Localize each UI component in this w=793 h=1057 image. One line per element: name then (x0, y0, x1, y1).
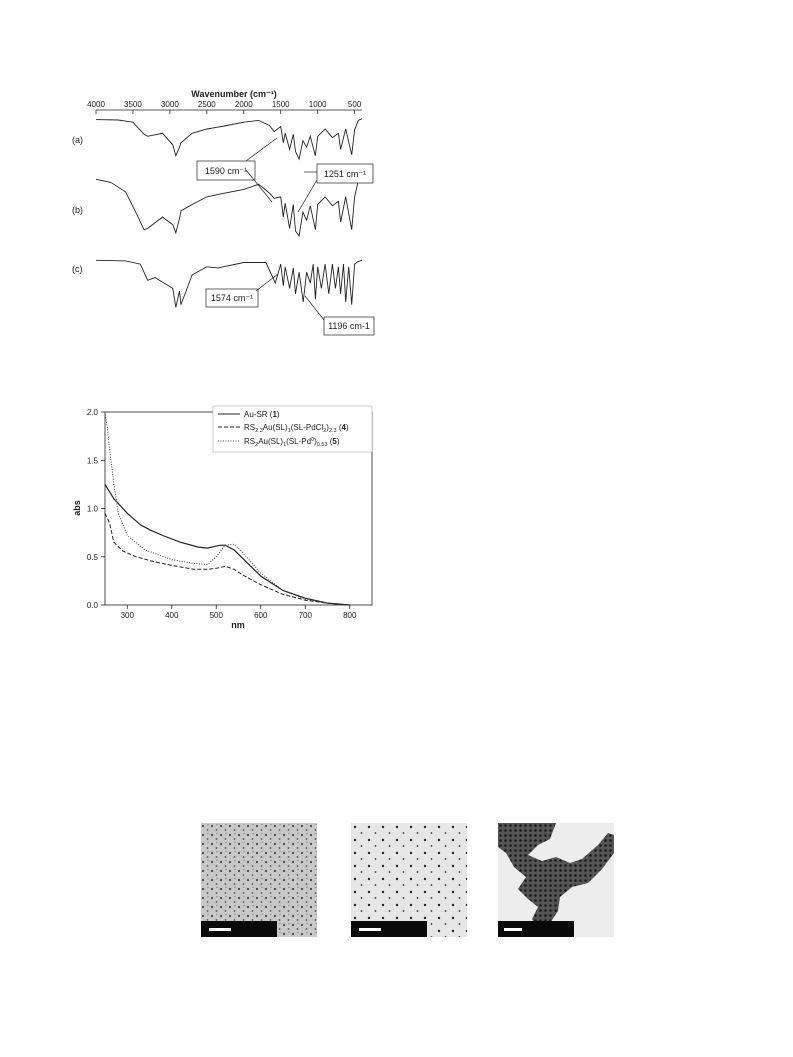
uv-ylabel: abs (72, 500, 82, 516)
ir-annotation-1196-text: 1196 cm-1 (328, 321, 370, 331)
ir-x-tick-label: 4000 (87, 100, 105, 109)
uv-legend (213, 406, 372, 452)
tem-image-2-scalebar-line (359, 928, 381, 931)
ir-x-tick-label: 3500 (124, 100, 142, 109)
ir-xlabel: Wavenumber (cm⁻¹) (191, 89, 277, 99)
uv-x-tick-label: 800 (343, 611, 357, 620)
uv-chart (0, 390, 793, 650)
ir-annotation-1251-arrow-b (298, 180, 317, 212)
ir-chart (0, 0, 793, 360)
tem-image-1-scalebar-line (209, 928, 231, 931)
tem-image-1-scalebar (201, 921, 277, 937)
uv-y-tick-label: 2.0 (86, 408, 98, 417)
ir-x-tick-label: 2500 (197, 100, 216, 109)
tem-image-3 (498, 823, 614, 937)
uv-y-tick-label: 1.0 (86, 504, 98, 514)
uv-legend-label-1: Au-SR (1) (244, 410, 280, 419)
uv-legend-label-2: $RS_{2.3}Au(SL)_1(SL-PdCl_2)_{2.3}$ (4) (244, 423, 349, 434)
ir-annotation-1574 (206, 274, 278, 307)
ir-annotation-1590-arrow-b (246, 170, 272, 202)
tem-image-3-texture (498, 823, 614, 937)
uv-xlabel: nm (231, 620, 245, 630)
ir-panel-b: (b) (72, 205, 83, 215)
ir-panel-a: (a) (72, 135, 83, 145)
ir-annotation-1196 (305, 296, 374, 335)
uv-series-pdcl2 (105, 513, 350, 605)
uv-x-tick-label: 500 (209, 611, 223, 620)
uv-x-tick-label: 600 (254, 611, 268, 620)
uv-x-tick-label: 300 (120, 611, 134, 620)
ir-x-tick-label: 500 (347, 100, 362, 109)
uv-y-tick-label: 1.5 (86, 456, 98, 466)
ir-x-tick-label: 1000 (308, 100, 327, 109)
ir-x-tick-label: 2000 (234, 100, 253, 109)
ir-x-tick-label: 3000 (160, 100, 179, 109)
ir-annotation-1590-arrow-a (246, 138, 277, 161)
ir-annotation-1574-text: 1574 cm⁻¹ (210, 293, 254, 303)
uv-x-tick-label: 700 (298, 611, 312, 620)
tem-image-2 (351, 823, 467, 937)
ir-annotation-1196-arrow (305, 296, 324, 320)
uv-y-tick-label: 0.5 (86, 552, 98, 562)
uv-x-tick-label: 400 (165, 611, 179, 620)
ir-x-tick-label: 1500 (271, 100, 290, 109)
ir-series-a (96, 119, 362, 159)
uv-legend-label-3: $RS_2Au(SL)_1(SL-Pd^0)_{0.53}$ (5) (244, 437, 340, 448)
ir-annotation-1590 (197, 138, 277, 202)
uv-series-au-sr (105, 484, 350, 605)
ir-annotation-1590-text: 1590 cm⁻¹ (204, 166, 248, 176)
tem-image-3-scalebar-line (504, 928, 522, 931)
uv-y-tick-label: 0.0 (86, 601, 98, 610)
ir-annotation-1251-text: 1251 cm⁻¹ (323, 169, 367, 179)
ir-series-b (96, 176, 362, 236)
tem-image-1-texture (201, 823, 317, 937)
ir-panel-c: (c) (72, 264, 83, 274)
tem-image-2-texture (351, 823, 467, 937)
tem-image-1 (201, 823, 317, 937)
tem-image-2-scalebar (351, 921, 427, 937)
ir-annotation-1251 (298, 164, 373, 212)
tem-image-3-scalebar (498, 921, 574, 937)
